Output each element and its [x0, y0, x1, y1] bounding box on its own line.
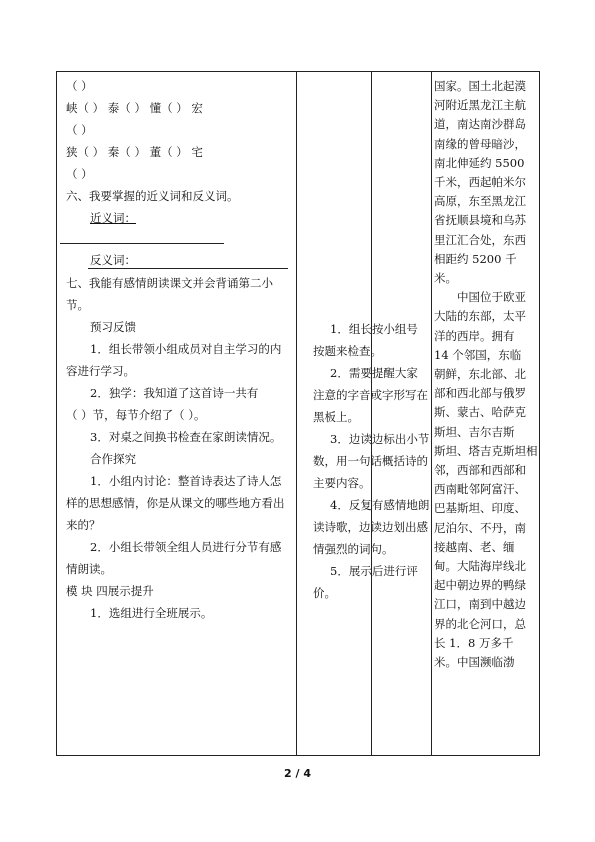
text-line: 南缘的曾母暗沙，	[434, 136, 526, 151]
text-line: 界的北仑河口，总	[434, 616, 526, 631]
text-line: 巴基斯坦、印度、	[434, 501, 526, 516]
text-line: 道，南达南沙群岛	[434, 117, 526, 132]
text-line: 黑板上。	[313, 410, 359, 424]
text-line: 2．独学：我知道了这首诗一共有	[90, 386, 259, 400]
synonym-label: 近义词：	[90, 211, 136, 225]
text-line: 斯坦、吉尔吉斯	[434, 424, 515, 439]
text-line: 来的？	[66, 518, 101, 532]
text-line: 按题来检查。	[313, 344, 382, 358]
text-line: 起中朝边界的鸭绿	[434, 578, 526, 593]
text-line: 甸。大陆海岸线北	[434, 559, 526, 574]
text-line: 省抚顺县境和乌苏	[434, 213, 526, 228]
text-line: 1．组长按小组号	[330, 322, 418, 336]
subheading: 合作探究	[90, 452, 136, 466]
text-line: 峡（ ） 泰（ ） 懂（ ） 宏	[66, 101, 203, 115]
text-line: （ ）	[66, 123, 93, 137]
text-line: （ ）	[66, 167, 93, 181]
text-line: 米。中国濒临渤	[434, 655, 515, 670]
section-heading: 六、我要掌握的近义词和反义词。	[66, 189, 239, 203]
text-line: 数，用一句话概括诗的	[313, 454, 428, 468]
text-line: 3．对桌之间换书检查在家朗读情况。	[90, 430, 282, 444]
text-line: 接越南、老、缅	[434, 539, 515, 554]
text-line: 2．需要提醒大家	[330, 366, 418, 380]
text-line: 1．组长带领小组成员对自主学习的内	[90, 342, 282, 356]
text-line: 千米，西起帕米尔	[434, 175, 526, 190]
text-line: 5．展示后进行评	[330, 564, 418, 578]
column-divider	[371, 72, 372, 755]
text-line: 河附近黑龙江主航	[434, 98, 526, 113]
column-divider	[296, 72, 297, 755]
text-line: 2．小组长带领全组人员进行分节有感	[90, 540, 282, 554]
text-line: 1．选组进行全班展示。	[90, 606, 213, 620]
text-line: 样的思想感情，你是从课文的哪些地方看出	[66, 496, 285, 510]
text-line: 相距约 5200 千	[434, 251, 517, 266]
antonym-label: 反义词：	[90, 253, 136, 267]
text-line: 国家。国土北起漠	[434, 79, 526, 93]
text-line: 西南毗邻阿富汗、	[434, 482, 526, 497]
answer-line	[88, 268, 288, 269]
text-line: 斯坦、塔吉克斯坦相	[434, 443, 538, 458]
subheading: 预习反馈	[90, 320, 136, 334]
text-line: 长 1．8 万多千	[434, 635, 514, 650]
text-line: 情强烈的词句。	[313, 542, 394, 556]
subheading: 模 块 四展示提升	[66, 584, 154, 598]
text-line: 江口，南到中越边	[434, 597, 526, 612]
text-line: 情朗读。	[66, 562, 112, 576]
text-line: （ ）	[66, 79, 93, 93]
column-divider	[431, 72, 432, 755]
answer-line	[60, 243, 224, 244]
text-line: 4．反复有感情地朗	[330, 498, 430, 512]
text-line: 尼泊尔、不丹，南	[434, 520, 526, 535]
text-line: 3．边读边标出小节	[330, 432, 430, 446]
text-line: 邻，西部和西部和	[434, 463, 526, 478]
text-line: 洋的西岸。拥有	[434, 328, 515, 343]
text-line: 狭（ ） 秦（ ） 董（ ） 宅	[66, 145, 203, 159]
right-column	[434, 77, 538, 672]
text-line: 部和西北部与俄罗	[434, 386, 526, 401]
section-heading: 七、我能有感情朗读课文并会背诵第二小	[66, 276, 273, 290]
text-line: 价。	[313, 586, 336, 600]
text-line: 中国位于欧亚	[434, 290, 526, 305]
text-line: 高原，东至黑龙江	[434, 194, 526, 209]
text-line: 注意的字音或字形写在	[313, 388, 428, 402]
text-line: 南北伸延约 5500	[434, 155, 525, 170]
text-line: （ ）节，每节介绍了（ ）。	[66, 408, 206, 422]
text-line: 节。	[66, 298, 89, 312]
text-line: 主要内容。	[313, 476, 371, 490]
text-line: 14 个邻国，东临	[434, 347, 522, 362]
text-line: 1．小组内讨论：整首诗表达了诗人怎	[90, 474, 282, 488]
text-line: 读诗歌，边读边划出感	[313, 520, 428, 534]
text-line: 朝鲜，东北部、北	[434, 367, 526, 382]
text-line: 容进行学习。	[66, 364, 135, 378]
page-number: 2 / 4	[284, 767, 311, 780]
text-line: 斯、蒙古、哈萨克	[434, 405, 526, 420]
text-line: 大陆的东部，太平	[434, 309, 526, 324]
text-line: 米。	[434, 271, 457, 286]
text-line: 里江汇合处，东西	[434, 232, 526, 247]
